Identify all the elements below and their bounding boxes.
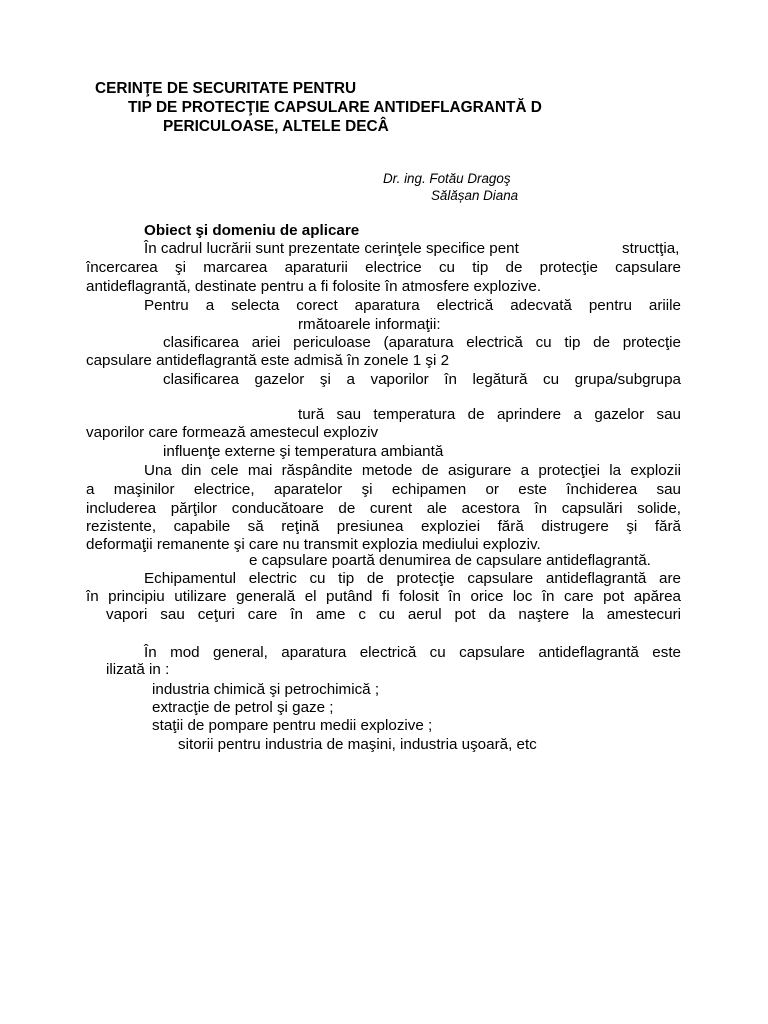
body-line: Una din cele mai răspândite metode de asigurare a protecţiei la explozii xyxy=(144,462,681,479)
body-line: includerea părţilor conducătoare de curent ale acestora în capsulări solide, xyxy=(86,500,681,517)
body-line: Pentru a selecta corect aparatura electrică adecvată pentru ariile xyxy=(144,297,681,314)
body-line: ilizată in : xyxy=(106,661,170,678)
list-item: industria chimică şi petrochimică ; xyxy=(152,681,380,698)
body-line: vaporilor care formează amestecul exploziv xyxy=(86,424,379,441)
body-line: încercarea şi marcarea aparaturii electrice cu tip de protecţie capsulare xyxy=(86,259,681,276)
body-line: rmătoarele informaţii: xyxy=(298,316,441,333)
section-heading: Obiect şi domeniu de aplicare xyxy=(144,222,360,239)
body-line: antideflagrantă, destinate pentru a fi folosite în atmosfere explozive. xyxy=(86,278,542,295)
body-line: în principiu utilizare generală el putând fi folosit în orice loc în care pot apărea xyxy=(86,588,681,605)
body-line: clasificarea ariei periculoase (aparatura electrică cu tip de protecţie xyxy=(163,334,681,351)
list-item: staţii de pompare pentru medii explozive ; xyxy=(152,717,433,734)
body-line: influenţe externe şi temperatura ambiantă xyxy=(163,443,444,460)
body-line: a maşinilor electrice, aparatelor şi echipamen or este închiderea sau xyxy=(86,481,681,498)
body-line: deformaţii remanente şi care nu transmit explozia mediului exploziv. xyxy=(86,536,541,553)
body-line: capsulare antideflagrantă este admisă în zonele 1 şi 2 xyxy=(86,352,450,369)
body-line: clasificarea gazelor şi a vaporilor în legătură cu grupa/subgrupa xyxy=(163,371,681,388)
body-line: e capsulare poartă denumirea de capsulare antideflagrantă. xyxy=(249,552,651,569)
body-line: În mod general, aparatura electrică cu capsulare antideflagrantă este xyxy=(144,644,681,661)
list-item: extracţie de petrol şi gaze ; xyxy=(152,699,334,716)
body-line: structţia, xyxy=(622,240,680,257)
body-line: vapori sau ceţuri care în ame c cu aerul pot da naştere la amestecuri xyxy=(106,606,681,623)
body-line: rezistente, capabile să reţină presiunea exploziei fără distrugere şi fără xyxy=(86,518,681,535)
title-line-2: TIP DE PROTECŢIE CAPSULARE ANTIDEFLAGRANTĂ D xyxy=(128,99,542,116)
author-1: Dr. ing. Fotău Dragoş xyxy=(383,171,511,186)
title-line-1: CERINŢE DE SECURITATE PENTRU xyxy=(95,80,357,97)
body-line: În cadrul lucrării sunt prezentate cerinţele specifice pent xyxy=(144,240,519,257)
title-line-3: PERICULOASE, ALTELE DECÂ xyxy=(163,118,389,135)
body-line: tură sau temperatura de aprindere a gazelor sau xyxy=(298,406,681,423)
author-2: Sălășan Diana xyxy=(431,188,519,203)
list-item: sitorii pentru industria de maşini, industria uşoară, etc xyxy=(178,736,537,753)
body-line: Echipamentul electric cu tip de protecţie capsulare antideflagrantă are xyxy=(144,570,681,587)
